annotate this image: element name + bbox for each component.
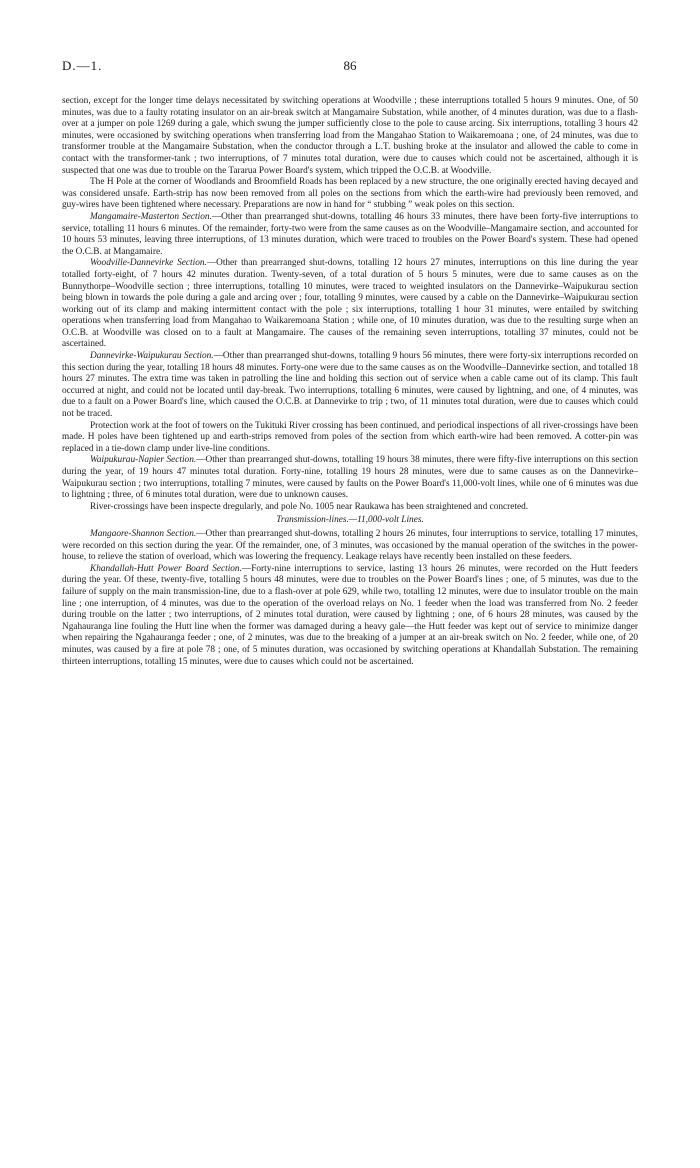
paragraph: River-crossings have been inspecte dregularly, and pole No. 1005 near Raukawa has been straightened and concreted. xyxy=(90,501,529,512)
section-paragraph: Woodville-Dannevirke Section.—Other than prearranged shut-downs, totalling 12 hours 27 minutes, interruptions on this line during the year totalled forty-eight, of 7 hours 42 minutes duration. Twenty-seven, of a total duration of 5 hours 5 minutes, were due to same causes as on the Bunnythorpe–Woodville section ; three interruptions, totalling 10 minutes, were traced to weighted insulators on the Dannevirke–Waipukurau section being blown in towards the pole during a gale and arcing over ; four, totalling 9 minutes, were caused by a cable on the Dannevirke–Waipukurau section working out of its clamp and making intermittent contact with the pole ; six interruptions, totalling 1 hour 31 minutes, were entailed by switching operations when transferring load from Mangahao to Waikaremoana Station ; while one, of 10 minutes duration, was due to the resulting surge when an O.C.B. at Woodville was closed on to a fault at Mangamaire. The causes of the remaining seven interruptions, totalling 37 minutes, could not be ascertained. xyxy=(62,258,638,350)
section-title: Mangaore-Shannon Section. xyxy=(90,528,197,539)
paragraph: section, except for the longer time delays necessitated by switching operations at Woodville ; these interruptions totalled 5 hours 9 minutes. One, of 50 minutes, was due to a faulty rotating insulator on an air-break switch at Mangamaire Substation, while another, of 4 minutes duration, was due to a flash-over at a jumper on pole 1269 during a gale, which swung the jumper sufficiently close to the pole to cause arcing. Six interruptions, totalling 3 hours 42 minutes, were occasioned by switching operations when transferring load from the Mangahao Station to Waikaremoana ; one, of 24 minutes, was due to transformer trouble at the Mangamaire Substation, when the conductor through a L.T. bushing broke at the insulator and allowed the cable to come in contact with the transformer-tank ; two interruptions, of 7 minutes total duration, were due to causes which could not be ascertained, although it is suspected that one was due to trouble on the Tararua Power Board's system, which tripped the O.C.B. at Woodville. xyxy=(62,96,638,176)
section-title: Dannevirke-Waipukurau Section. xyxy=(90,351,214,362)
section-title: Mangamaire-Masterton Section. xyxy=(90,211,212,222)
section-paragraph: Khandallah-Hutt Power Board Section.—Forty-nine interruptions to service, lasting 13 hours 26 minutes, were recorded on the Hutt feeders during the year. Of these, twenty-five, totalling 5 hours 48 minutes, were due to troubles on the Power Board's lines ; one, of 5 minutes, was due to the failure of supply on the main transmission-line, due to a flash-over at pole 629, while two, totalling 12 minutes, were due to insulator trouble on the main line ; one interruption, of 4 minutes, was due to the operation of the overload relays on No. 1 feeder when the load was transferred from No. 2 feeder during trouble on the latter ; two interruptions, of 2 minutes total duration, were caused by lightning ; one, of 6 hours 28 minutes, was caused by the Ngahauranga line fouling the Hutt line when the former was damaged during a heavy gale—the Hutt feeder was kept out of service to minimize danger when repairing the Ngahauranga feeder ; one, of 2 minutes, was due to the breaking of a jumper at an air-break switch on No. 2 feeder, while one, of 20 minutes, was caused by a fire at pole 78 ; one, of 5 minutes duration, was occasioned by switching operations at Khandallah Substation. The remaining thirteen interruptions, totalling 15 minutes, were due to causes which could not be ascertained. xyxy=(62,563,638,667)
section-paragraph: Waipukurau-Napier Section.—Other than prearranged shut-downs, totalling 19 hours 38 minutes, there were fifty-five interruptions on this section during the year, of 19 hours 47 minutes total duration. Forty-nine, totalling 19 hours 28 minutes, were due to same causes as on the Dannevirke–Waipukurau section ; two interruptions, totalling 7 minutes, were caused by faults on the Power Board's 11,000-volt lines, while one of 6 minutes was due to lightning ; three, of 6 minutes total duration, were due to unknown causes. xyxy=(62,455,638,501)
body-text xyxy=(62,96,638,668)
document-reference: D.—1. xyxy=(62,58,103,73)
paragraph: The H Pole at the corner of Woodlands and Broomfield Roads has been replaced by a new structure, the one originally erected having decayed and was considered unsafe. Earth-strip has now been removed from all poles on the sections from which the earth-wire had previously been removed, and guy-wires have been tightened where necessary. Preparations are now in hand for “ stubbing ” weak poles on this section. xyxy=(62,177,638,211)
section-paragraph: Mangamaire-Masterton Section.—Other than prearranged shut-downs, totalling 46 hours 33 minutes, there have been forty-five interruptions to service, totalling 11 hours 6 minutes. Of the remainder, forty-two were from the same causes as on the Woodville–Mangamaire section, and accounted for 10 hours 53 minutes, leaving three interruptions, of 13 minutes duration, which were traced to troubles on the Power Board's system. These had opened the O.C.B. at Mangamaire. xyxy=(62,211,639,257)
page-header xyxy=(62,58,638,78)
section-title: Khandallah-Hutt Power Board Section. xyxy=(90,563,242,574)
paragraph: Protection work at the foot of towers on the Tukituki River crossing has been continued, and periodical inspections of all river-crossings have been made. H poles have been tightened up and earth-strips removed from poles of the section from which earth-wire had been removed. A cotter-pin was replaced in a tie-down clamp under live-line conditions. xyxy=(62,420,638,454)
section-paragraph: Mangaore-Shannon Section.—Other than prearranged shut-downs, totalling 2 hours 26 minutes, four interruptions to service, totalling 17 minutes, were recorded on this section during the year. Of the remainder, one, of 3 minutes, was occasioned by the manual operation of the switches in the power-house, to relieve the station of overload, which was lowering the frequency. Leakage relays have recently been installed on these feeders. xyxy=(62,528,638,563)
section-paragraph: Dannevirke-Waipukurau Section.—Other than prearranged shut-downs, totalling 9 hours 56 minutes, there were forty-six interruptions recorded on this section during the year, totalling 18 hours 48 minutes. Forty-one were due to the same causes as on the Woodville–Dannevirke section, and totalled 18 hours 27 minutes. The extra time was taken in patrolling the line and holding this section out of service when a cable came out of its clamp. This fault occurred at night, and could not be located until day-break. Two interruptions, totalling 6 minutes, were caused by lightning, and one, of 4 minutes, was due to a fault on a Power Board's line, which caused the O.C.B. at Dannevirke to trip ; two, of 11 minutes total duration, were due to causes which could not be traced. xyxy=(62,351,638,420)
page-number: 86 xyxy=(343,58,357,73)
center-heading: Transmission-lines.—11,000-volt Lines. xyxy=(276,515,424,526)
section-title: Woodville-Dannevirke Section. xyxy=(90,258,207,269)
section-title: Waipukurau-Napier Section. xyxy=(90,455,197,466)
